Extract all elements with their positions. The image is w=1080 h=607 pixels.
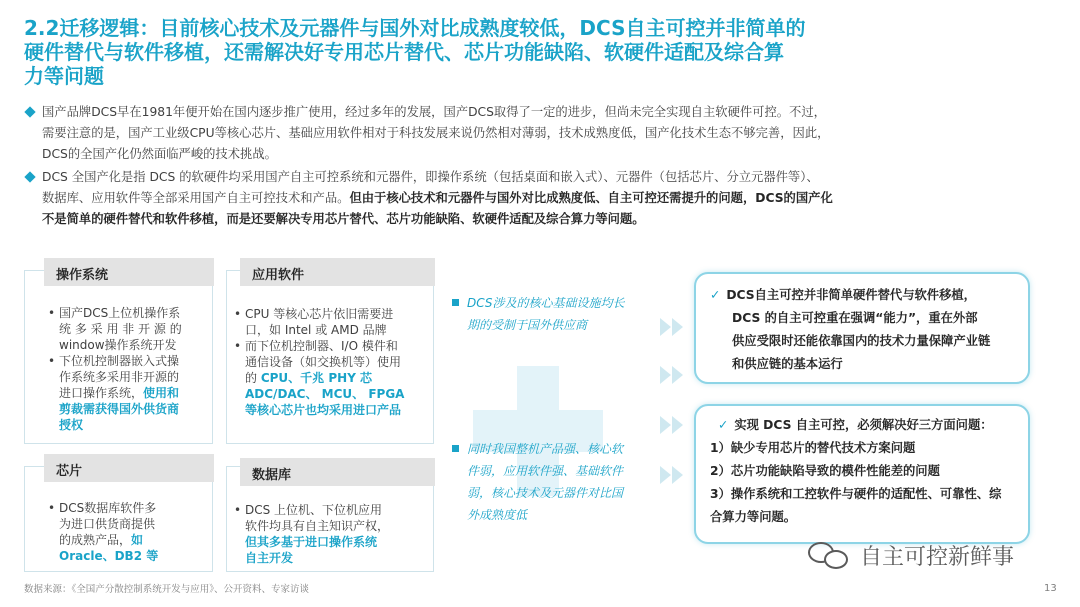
bullet-line <box>42 188 1064 209</box>
conclusion-box-problems: ✓ 实现 DCS 自主可控，必须解决好三方面问题： 1）缺少专用芯片的替代技术方案问题 2）芯片功能缺陷导致的模件性能差的问题 3）操作系统和工控软件与硬件的适配性、可靠性、综 合算力等问题。 <box>694 404 1030 544</box>
list-item: • DCS数据库软件多 为进口供货商提供 的成熟产品，如 Oracle、DB2 等 <box>47 500 212 564</box>
wechat-icon <box>808 538 852 572</box>
page-number: 13 <box>1044 583 1057 594</box>
chevron-right-icon <box>672 416 683 434</box>
app-box-body <box>233 306 433 418</box>
app-box-title: 应用软件 <box>240 258 435 286</box>
mid-note-maturity: 同时我国整机产品强、核心软 件弱，应用软件强、基础软件 弱，核心技术及元器件对比国 外成熟度低 <box>452 438 623 526</box>
conclusion-box-capability: ✓ DCS自主可控并非简单硬件替代与软件移植， DCS 的自主可控重在强调“能力”，重在外部 供应受限时还能依靠国内的技术力量保障产业链 和供应链的基本运行 <box>694 272 1030 384</box>
title-line: 力等问题 <box>24 64 104 88</box>
chevron-right-icon <box>660 466 671 484</box>
os-box-title: 操作系统 <box>44 258 214 286</box>
square-bullet-icon <box>452 445 459 452</box>
title-line: 2.2迁移逻辑：目前核心技术及元器件与国外对比成熟度较低，DCS自主可控并非简单的 <box>24 16 806 40</box>
diamond-icon <box>24 106 35 117</box>
bullet-item <box>24 102 1064 165</box>
db-box-body <box>233 502 433 566</box>
db-box-title: 数据库 <box>240 458 435 486</box>
bullet-text: 数据库、应用软件等全部采用国产自主可控技术和产品。 <box>42 191 350 205</box>
bullet-line: DCS 全国产化是指 DCS 的软硬件均采用国产自主可控系统和元器件，即操作系统（包括桌面和嵌入式）、元器件（包括芯片、分立元器件等）、 <box>42 170 819 184</box>
mid-note-suppliers: DCS涉及的核心基础设施均长 期的受制于国外供应商 <box>452 292 624 336</box>
source-note: 数据来源：《全国产分散控制系统开发与应用》、公开资料、专家访谈 <box>24 584 310 595</box>
intro-bullets <box>24 102 1064 232</box>
bullet-item <box>24 167 1064 230</box>
list-item: • DCS 上位机、下位机应用 软件均具有自主知识产权， 但其多基于进口操作系统 自主开发 <box>233 502 433 566</box>
watermark-text: 自主可控新鲜事 <box>860 544 1015 570</box>
page-title <box>24 16 1054 88</box>
list-item: • 国产DCS上位机操作系 统 多 采 用 非 开 源 的 window操作系统开发 <box>47 305 212 353</box>
chevron-right-icon <box>660 416 671 434</box>
square-bullet-icon <box>452 299 459 306</box>
bullet-bold-line: 不是简单的硬件替代和软件移植，而是还要解决专用芯片替代、芯片功能缺陷、软硬件适配及综合算力等问题。 <box>42 212 645 226</box>
bullet-bold-text: 但由于核心技术和元器件与国外对比成熟度低、自主可控还需提升的问题，DCS的国产化 <box>349 191 833 205</box>
chevron-right-icon <box>660 318 671 336</box>
list-item: • CPU 等核心芯片依旧需要进 口，如 Intel 或 AMD 品牌 <box>233 306 433 338</box>
check-icon: ✓ <box>710 288 721 302</box>
bullet-line: 需要注意的是，国产工业级CPU等核心芯片、基础应用软件相对于科技发展来说仍然相对薄弱，技术成熟度低，国产化技术生态不够完善，因此， <box>42 126 830 140</box>
bullet-line: 国产品牌DCS早在1981年便开始在国内逐步推广使用，经过多年的发展，国产DCS取得了一定的进步，但尚未完全实现自主软硬件可控。不过， <box>42 105 826 119</box>
chevron-right-icon <box>660 366 671 384</box>
title-line: 硬件替代与软件移植，还需解决好专用芯片替代、芯片功能缺陷、软硬件适配及综合算 <box>24 40 784 64</box>
diamond-icon <box>24 171 35 182</box>
chevron-right-icon <box>672 318 683 336</box>
list-item: • 而下位机控制器、I/O 模件和 通信设备（如交换机等）使用 的 CPU、千兆 PHY 芯 ADC/DAC、 MCU、 FPGA 等核心芯片也均采用进口产品 <box>233 338 433 418</box>
chip-box-body <box>47 500 212 564</box>
chip-box-title: 芯片 <box>44 454 214 482</box>
chevron-right-icon <box>672 366 683 384</box>
chevron-right-icon <box>672 466 683 484</box>
bullet-line: DCS的全国产化仍然面临严峻的技术挑战。 <box>42 147 277 161</box>
list-item: • 下位机控制器嵌入式操 作系统多采用非开源的 进口操作系统，使用和 剪裁需获得国外供货商 授权 <box>47 353 212 433</box>
os-box-body <box>47 305 212 433</box>
watermark <box>808 538 1014 572</box>
check-icon: ✓ <box>718 418 729 432</box>
